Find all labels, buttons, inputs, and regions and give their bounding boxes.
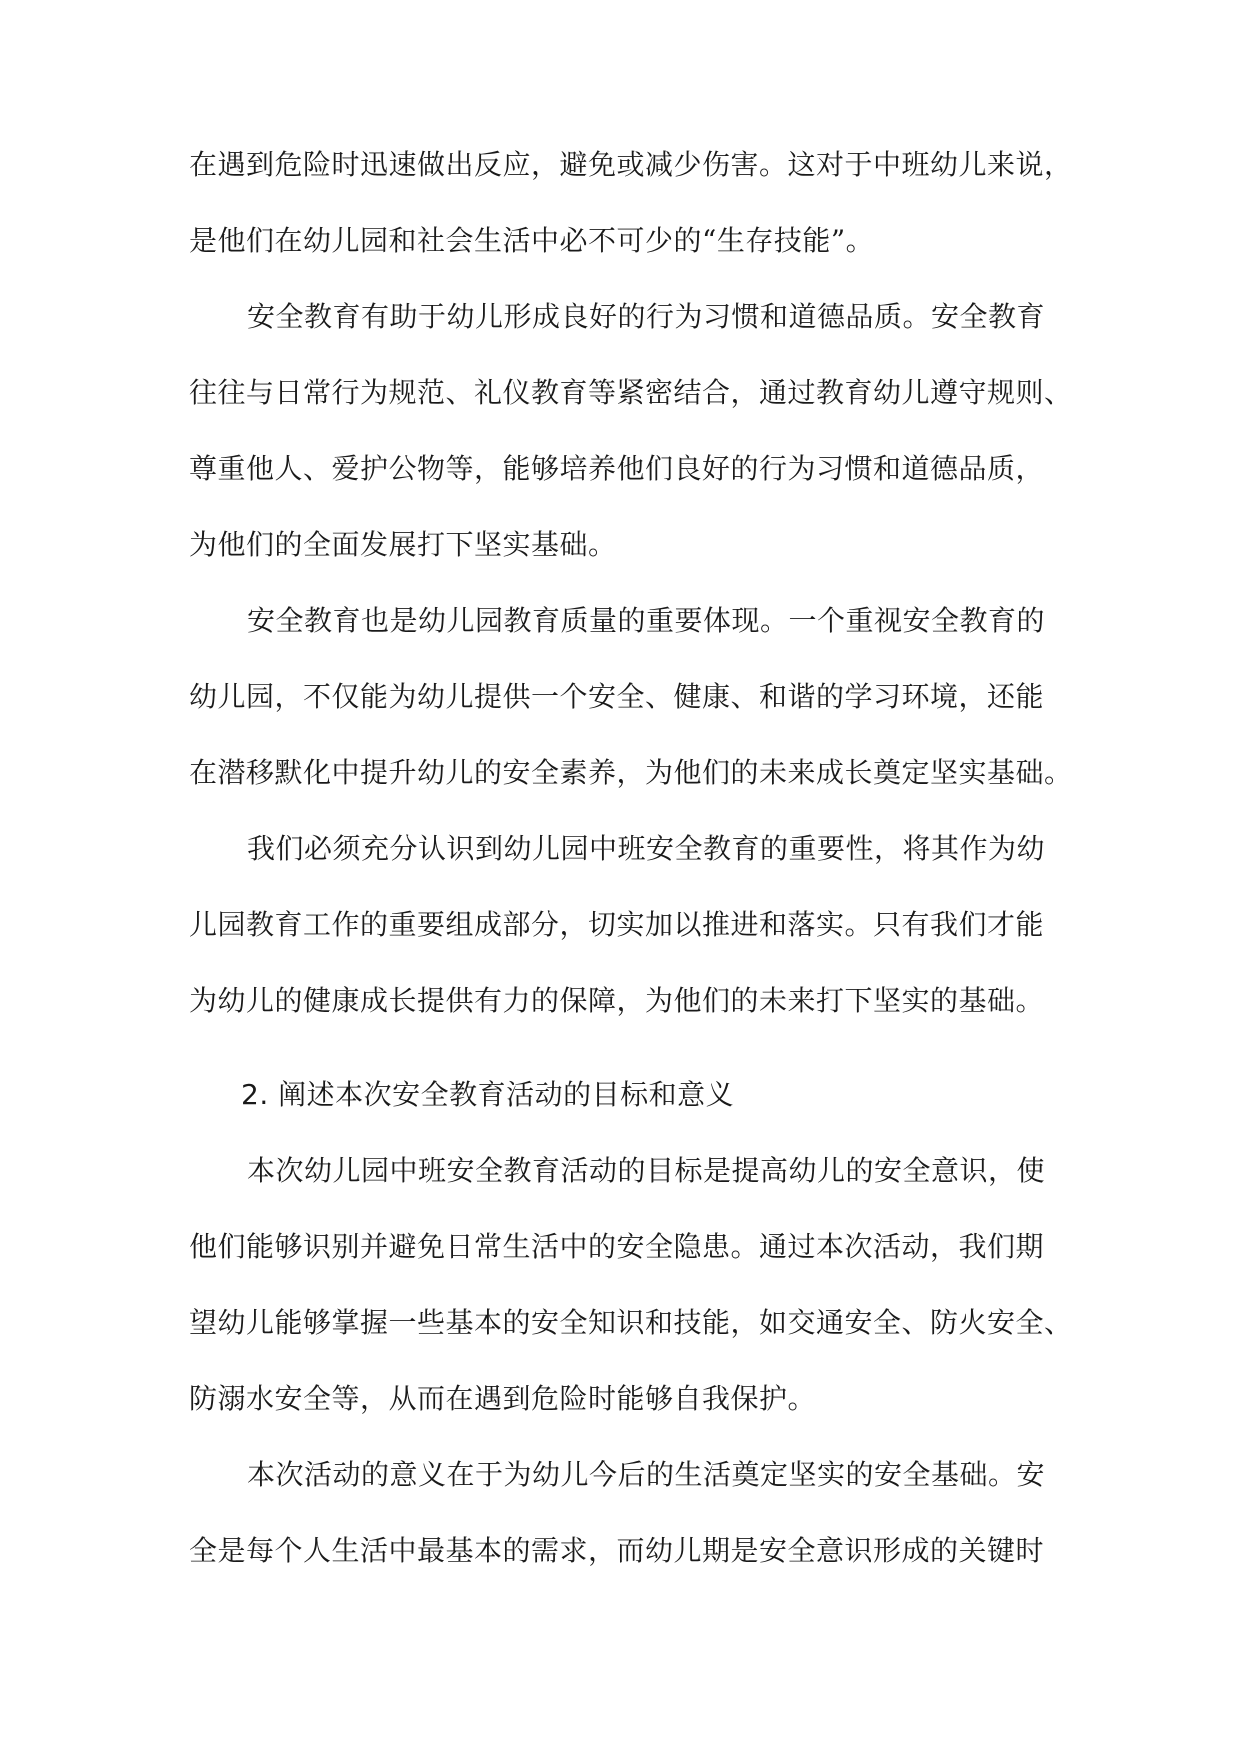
paragraph — [189, 599, 1073, 795]
text-line: 全是每个人生活中最基本的需求，而幼儿期是安全意识形成的关键时 — [189, 1534, 1045, 1567]
text-line: 安全教育也是幼儿园教育质量的重要体现。一个重视安全教育的 — [247, 604, 1046, 637]
text-line: 为他们的全面发展打下坚实基础。 — [189, 528, 617, 561]
text-line: 望幼儿能够掌握一些基本的安全知识和技能，如交通安全、防火安全、 — [189, 1306, 1073, 1339]
text-line: 在潜移默化中提升幼儿的安全素养，为他们的未来成长奠定坚实基础。 — [189, 756, 1073, 789]
text-line: 尊重他人、爱护公物等，能够培养他们良好的行为习惯和道德品质， — [189, 452, 1045, 485]
text-line: 我们必须充分认识到幼儿园中班安全教育的重要性，将其作为幼 — [247, 832, 1046, 865]
text-line: 本次幼儿园中班安全教育活动的目标是提高幼儿的安全意识，使 — [247, 1154, 1046, 1187]
paragraph — [189, 1149, 1073, 1421]
paragraph — [189, 295, 1073, 567]
text-line: 为幼儿的健康成长提供有力的保障，为他们的未来打下坚实的基础。 — [189, 984, 1045, 1017]
paragraph — [189, 1453, 1049, 1573]
paragraph — [189, 143, 1073, 263]
section-heading: 2. 阐述本次安全教育活动的目标和意义 — [241, 1078, 735, 1111]
text-line: 在遇到危险时迅速做出反应，避免或减少伤害。这对于中班幼儿来说， — [189, 148, 1073, 181]
text-line: 安全教育有助于幼儿形成良好的行为习惯和道德品质。安全教育 — [247, 300, 1046, 333]
text-line: 儿园教育工作的重要组成部分，切实加以推进和落实。只有我们才能 — [189, 908, 1045, 941]
text-line: 是他们在幼儿园和社会生活中必不可少的“生存技能”。 — [189, 224, 875, 257]
text-line: 他们能够识别并避免日常生活中的安全隐患。通过本次活动，我们期 — [189, 1230, 1045, 1263]
text-line: 往往与日常行为规范、礼仪教育等紧密结合，通过教育幼儿遵守规则、 — [189, 376, 1073, 409]
text-line: 防溺水安全等，从而在遇到危险时能够自我保护。 — [189, 1382, 817, 1415]
text-line: 本次活动的意义在于为幼儿今后的生活奠定坚实的安全基础。安 — [247, 1458, 1046, 1491]
text-line: 幼儿园，不仅能为幼儿提供一个安全、健康、和谐的学习环境，还能 — [189, 680, 1045, 713]
document-body — [189, 143, 1073, 1573]
paragraph — [189, 827, 1049, 1023]
